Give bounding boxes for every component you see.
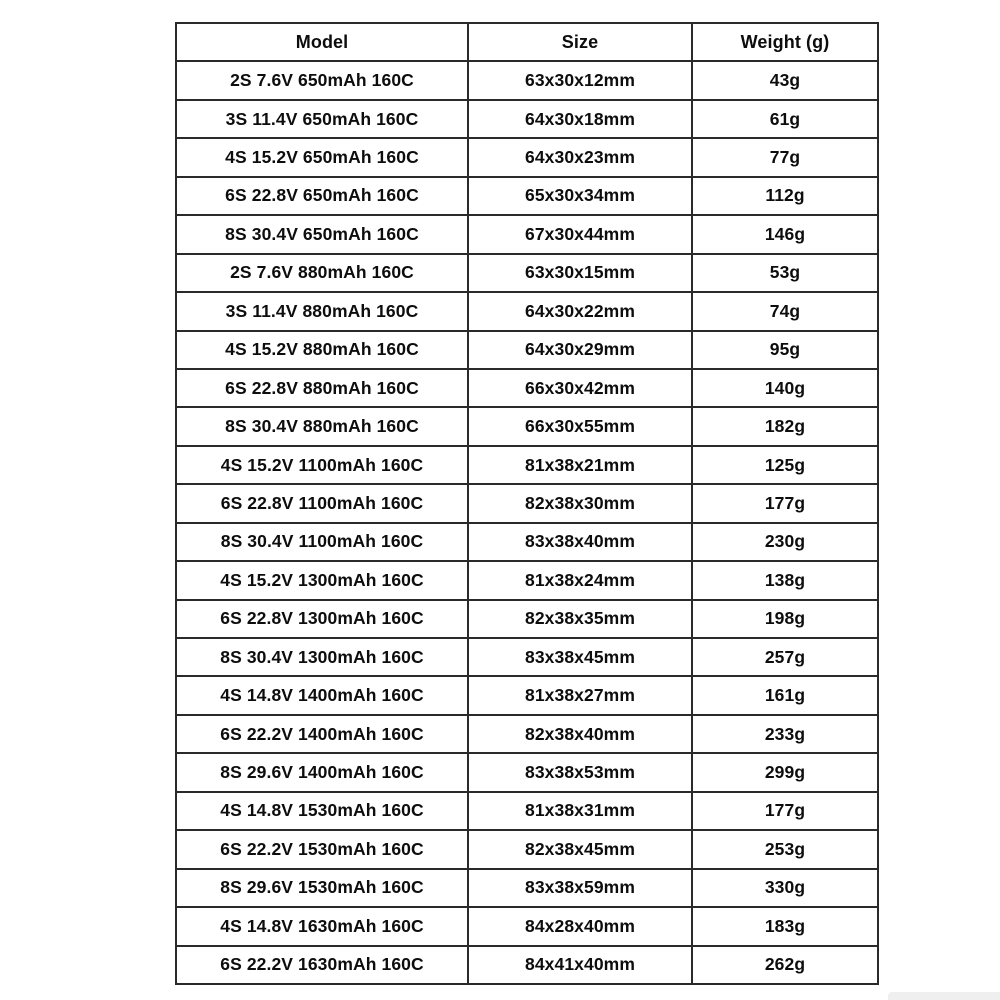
size-cell: 63x30x12mm	[468, 61, 692, 99]
table-row	[176, 792, 878, 830]
model-cell: 8S 30.4V 1100mAh 160C	[176, 523, 468, 561]
table-row	[176, 369, 878, 407]
size-cell: 82x38x30mm	[468, 484, 692, 522]
table-row	[176, 600, 878, 638]
model-cell: 4S 14.8V 1400mAh 160C	[176, 676, 468, 714]
weight-cell: 177g	[692, 792, 878, 830]
weight-cell: 299g	[692, 753, 878, 791]
size-cell: 84x28x40mm	[468, 907, 692, 945]
size-cell: 83x38x53mm	[468, 753, 692, 791]
model-cell: 2S 7.6V 880mAh 160C	[176, 254, 468, 292]
table-row	[176, 407, 878, 445]
size-cell: 82x38x40mm	[468, 715, 692, 753]
table-row	[176, 100, 878, 138]
table-row	[176, 715, 878, 753]
size-cell: 81x38x21mm	[468, 446, 692, 484]
size-cell: 64x30x29mm	[468, 331, 692, 369]
size-cell: 81x38x24mm	[468, 561, 692, 599]
table-row	[176, 753, 878, 791]
weight-cell: 330g	[692, 869, 878, 907]
weight-cell: 257g	[692, 638, 878, 676]
table-row	[176, 292, 878, 330]
model-cell: 6S 22.2V 1530mAh 160C	[176, 830, 468, 868]
weight-cell: 230g	[692, 523, 878, 561]
size-cell: 82x38x35mm	[468, 600, 692, 638]
weight-cell: 53g	[692, 254, 878, 292]
table-row	[176, 446, 878, 484]
size-cell: 65x30x34mm	[468, 177, 692, 215]
size-cell: 82x38x45mm	[468, 830, 692, 868]
table-row	[176, 484, 878, 522]
weight-cell: 61g	[692, 100, 878, 138]
table-row	[176, 523, 878, 561]
model-cell: 6S 22.8V 650mAh 160C	[176, 177, 468, 215]
model-cell: 4S 15.2V 650mAh 160C	[176, 138, 468, 176]
column-header-model: Model	[176, 23, 468, 61]
size-cell: 83x38x59mm	[468, 869, 692, 907]
table-row	[176, 830, 878, 868]
weight-cell: 77g	[692, 138, 878, 176]
model-cell: 3S 11.4V 650mAh 160C	[176, 100, 468, 138]
weight-cell: 262g	[692, 946, 878, 984]
weight-cell: 138g	[692, 561, 878, 599]
model-cell: 8S 30.4V 880mAh 160C	[176, 407, 468, 445]
table-row	[176, 907, 878, 945]
model-cell: 4S 14.8V 1630mAh 160C	[176, 907, 468, 945]
weight-cell: 177g	[692, 484, 878, 522]
background-artifact	[888, 992, 1000, 1000]
table-row	[176, 869, 878, 907]
size-cell: 84x41x40mm	[468, 946, 692, 984]
size-cell: 64x30x18mm	[468, 100, 692, 138]
table-row	[176, 138, 878, 176]
model-cell: 4S 15.2V 1100mAh 160C	[176, 446, 468, 484]
model-cell: 6S 22.2V 1400mAh 160C	[176, 715, 468, 753]
table-row	[176, 946, 878, 984]
table-body	[176, 61, 878, 984]
table-row	[176, 561, 878, 599]
model-cell: 6S 22.2V 1630mAh 160C	[176, 946, 468, 984]
table-row	[176, 638, 878, 676]
table-row	[176, 215, 878, 253]
model-cell: 4S 15.2V 1300mAh 160C	[176, 561, 468, 599]
weight-cell: 253g	[692, 830, 878, 868]
model-cell: 8S 29.6V 1530mAh 160C	[176, 869, 468, 907]
size-cell: 67x30x44mm	[468, 215, 692, 253]
model-cell: 3S 11.4V 880mAh 160C	[176, 292, 468, 330]
weight-cell: 233g	[692, 715, 878, 753]
weight-cell: 112g	[692, 177, 878, 215]
size-cell: 81x38x31mm	[468, 792, 692, 830]
weight-cell: 183g	[692, 907, 878, 945]
weight-cell: 74g	[692, 292, 878, 330]
model-cell: 8S 30.4V 1300mAh 160C	[176, 638, 468, 676]
table-row	[176, 61, 878, 99]
size-cell: 64x30x23mm	[468, 138, 692, 176]
model-cell: 4S 15.2V 880mAh 160C	[176, 331, 468, 369]
size-cell: 81x38x27mm	[468, 676, 692, 714]
column-header-weight: Weight (g)	[692, 23, 878, 61]
table-row	[176, 331, 878, 369]
header-row	[176, 23, 878, 61]
model-cell: 6S 22.8V 1300mAh 160C	[176, 600, 468, 638]
weight-cell: 182g	[692, 407, 878, 445]
size-cell: 83x38x40mm	[468, 523, 692, 561]
weight-cell: 146g	[692, 215, 878, 253]
weight-cell: 95g	[692, 331, 878, 369]
model-cell: 2S 7.6V 650mAh 160C	[176, 61, 468, 99]
model-cell: 8S 30.4V 650mAh 160C	[176, 215, 468, 253]
weight-cell: 161g	[692, 676, 878, 714]
model-cell: 6S 22.8V 1100mAh 160C	[176, 484, 468, 522]
size-cell: 63x30x15mm	[468, 254, 692, 292]
model-cell: 8S 29.6V 1400mAh 160C	[176, 753, 468, 791]
table-row	[176, 177, 878, 215]
model-cell: 6S 22.8V 880mAh 160C	[176, 369, 468, 407]
table-row	[176, 254, 878, 292]
size-cell: 83x38x45mm	[468, 638, 692, 676]
weight-cell: 43g	[692, 61, 878, 99]
weight-cell: 198g	[692, 600, 878, 638]
model-cell: 4S 14.8V 1530mAh 160C	[176, 792, 468, 830]
weight-cell: 140g	[692, 369, 878, 407]
size-cell: 64x30x22mm	[468, 292, 692, 330]
size-cell: 66x30x42mm	[468, 369, 692, 407]
weight-cell: 125g	[692, 446, 878, 484]
column-header-size: Size	[468, 23, 692, 61]
table-row	[176, 676, 878, 714]
battery-spec-table	[175, 22, 879, 985]
size-cell: 66x30x55mm	[468, 407, 692, 445]
